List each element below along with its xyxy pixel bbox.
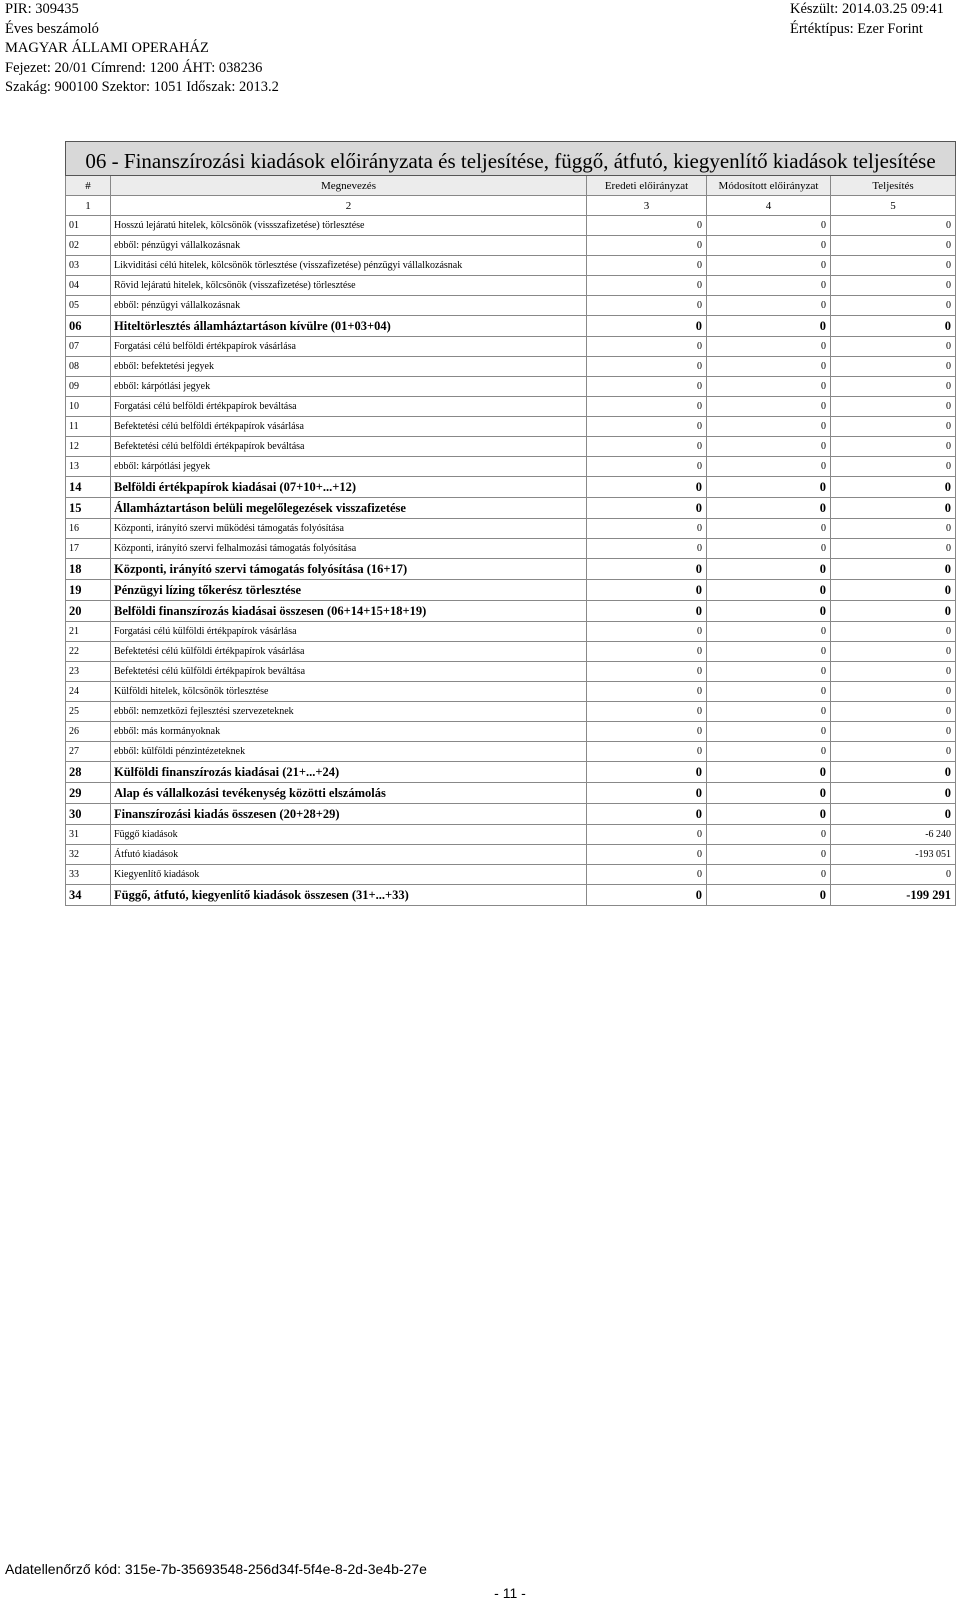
- col-header-modified: Módosított előirányzat: [707, 176, 831, 196]
- row-modified: 0: [707, 296, 831, 316]
- table-row: [66, 682, 956, 702]
- row-modified: 0: [707, 783, 831, 804]
- row-modified: 0: [707, 236, 831, 256]
- row-name: Forgatási célú külföldi értékpapírok vásárlása: [111, 622, 587, 642]
- row-modified: 0: [707, 337, 831, 357]
- pir-number: PIR: 309435: [5, 1, 79, 17]
- table-row: [66, 762, 956, 783]
- row-name: ebből: kárpótlási jegyek: [111, 457, 587, 477]
- row-id: 04: [66, 276, 111, 296]
- col-number-2: 2: [111, 196, 587, 216]
- row-performance: 0: [831, 622, 956, 642]
- value-type: Értéktípus: Ezer Forint: [790, 20, 923, 37]
- table-row: [66, 559, 956, 580]
- row-performance: 0: [831, 276, 956, 296]
- table-row: [66, 296, 956, 316]
- row-name: Forgatási célú belföldi értékpapírok beváltása: [111, 397, 587, 417]
- row-name: ebből: kárpótlási jegyek: [111, 377, 587, 397]
- row-id: 08: [66, 357, 111, 377]
- table-row: [66, 276, 956, 296]
- table-row: [66, 865, 956, 885]
- row-performance: 0: [831, 357, 956, 377]
- row-modified: 0: [707, 825, 831, 845]
- row-id: 18: [66, 559, 111, 580]
- row-original: 0: [587, 804, 707, 825]
- row-name: Forgatási célú belföldi értékpapírok vásárlása: [111, 337, 587, 357]
- row-name: Belföldi finanszírozás kiadásai összesen (06+14+15+18+19): [111, 601, 587, 622]
- row-performance: 0: [831, 559, 956, 580]
- row-id: 28: [66, 762, 111, 783]
- col-header-performance: Teljesítés: [831, 176, 956, 196]
- table-row: [66, 236, 956, 256]
- row-id: 17: [66, 539, 111, 559]
- table-row: [66, 580, 956, 601]
- row-modified: 0: [707, 397, 831, 417]
- row-id: 21: [66, 622, 111, 642]
- row-original: 0: [587, 825, 707, 845]
- row-id: 13: [66, 457, 111, 477]
- row-modified: 0: [707, 742, 831, 762]
- row-name: ebből: nemzetközi fejlesztési szervezeteknek: [111, 702, 587, 722]
- row-performance: 0: [831, 682, 956, 702]
- report-header-right: [790, 0, 944, 39]
- row-id: 11: [66, 417, 111, 437]
- col-number-5: 5: [831, 196, 956, 216]
- table-row: [66, 377, 956, 397]
- row-modified: 0: [707, 845, 831, 865]
- row-id: 15: [66, 498, 111, 519]
- row-id: 16: [66, 519, 111, 539]
- row-modified: 0: [707, 702, 831, 722]
- row-id: 25: [66, 702, 111, 722]
- row-original: 0: [587, 845, 707, 865]
- row-modified: 0: [707, 885, 831, 906]
- row-modified: 0: [707, 662, 831, 682]
- col-header-name: Megnevezés: [111, 176, 587, 196]
- row-id: 29: [66, 783, 111, 804]
- row-name: Központi, irányító szervi támogatás folyósítása (16+17): [111, 559, 587, 580]
- col-number-3: 3: [587, 196, 707, 216]
- row-modified: 0: [707, 622, 831, 642]
- table-row: [66, 742, 956, 762]
- row-original: 0: [587, 457, 707, 477]
- row-original: 0: [587, 682, 707, 702]
- row-name: Befektetési célú külföldi értékpapírok beváltása: [111, 662, 587, 682]
- row-original: 0: [587, 316, 707, 337]
- row-name: Külföldi hitelek, kölcsönök törlesztése: [111, 682, 587, 702]
- row-id: 32: [66, 845, 111, 865]
- row-modified: 0: [707, 580, 831, 601]
- row-original: 0: [587, 622, 707, 642]
- row-original: 0: [587, 662, 707, 682]
- table-row: [66, 825, 956, 845]
- row-performance: -193 051: [831, 845, 956, 865]
- row-performance: 0: [831, 662, 956, 682]
- row-performance: 0: [831, 642, 956, 662]
- created-timestamp: Készült: 2014.03.25 09:41: [790, 1, 944, 17]
- row-modified: 0: [707, 437, 831, 457]
- row-id: 06: [66, 316, 111, 337]
- row-original: 0: [587, 377, 707, 397]
- row-id: 19: [66, 580, 111, 601]
- row-modified: 0: [707, 804, 831, 825]
- row-performance: 0: [831, 457, 956, 477]
- table-row: [66, 804, 956, 825]
- table-title: 06 - Finanszírozási kiadások előirányzata és teljesítése, függő, átfutó, kiegyenlítő kiadások teljesítése: [66, 142, 956, 176]
- row-modified: 0: [707, 256, 831, 276]
- row-modified: 0: [707, 357, 831, 377]
- row-modified: 0: [707, 519, 831, 539]
- row-id: 24: [66, 682, 111, 702]
- row-original: 0: [587, 601, 707, 622]
- row-performance: 0: [831, 519, 956, 539]
- row-name: Befektetési célú külföldi értékpapírok vásárlása: [111, 642, 587, 662]
- row-performance: 0: [831, 256, 956, 276]
- table-row: [66, 662, 956, 682]
- row-performance: 0: [831, 337, 956, 357]
- row-id: 12: [66, 437, 111, 457]
- table-row: [66, 316, 956, 337]
- row-name: Rövid lejáratú hitelek, kölcsönök (visszafizetése) törlesztése: [111, 276, 587, 296]
- row-id: 23: [66, 662, 111, 682]
- row-name: Függő kiadások: [111, 825, 587, 845]
- row-name: Átfutó kiadások: [111, 845, 587, 865]
- row-modified: 0: [707, 498, 831, 519]
- table-row: [66, 357, 956, 377]
- row-id: 30: [66, 804, 111, 825]
- table-row: [66, 885, 956, 906]
- report-type: Éves beszámoló: [5, 20, 99, 37]
- row-name: Likviditási célú hitelek, kölcsönök törlesztése (visszafizetése) pénzügyi vállalkozásnak: [111, 256, 587, 276]
- row-modified: 0: [707, 539, 831, 559]
- row-name: Finanszírozási kiadás összesen (20+28+29): [111, 804, 587, 825]
- row-performance: 0: [831, 865, 956, 885]
- row-name: Függő, átfutó, kiegyenlítő kiadások összesen (31+...+33): [111, 885, 587, 906]
- row-original: 0: [587, 865, 707, 885]
- row-performance: 0: [831, 762, 956, 783]
- row-performance: 0: [831, 580, 956, 601]
- col-header-number: #: [66, 176, 111, 196]
- check-code: Adatellenőrző kód: 315e-7b-35693548-256d34f-5f4e-8-2d-3e4b-27e: [5, 1561, 427, 1577]
- table-row: [66, 519, 956, 539]
- row-original: 0: [587, 256, 707, 276]
- row-name: Központi, irányító szervi működési támogatás folyósítása: [111, 519, 587, 539]
- row-original: 0: [587, 642, 707, 662]
- table-row: [66, 622, 956, 642]
- row-original: 0: [587, 397, 707, 417]
- row-performance: 0: [831, 477, 956, 498]
- row-modified: 0: [707, 457, 831, 477]
- row-id: 01: [66, 216, 111, 236]
- col-header-original: Eredeti előirányzat: [587, 176, 707, 196]
- table-row: [66, 498, 956, 519]
- row-modified: 0: [707, 216, 831, 236]
- row-original: 0: [587, 236, 707, 256]
- row-id: 20: [66, 601, 111, 622]
- row-performance: 0: [831, 236, 956, 256]
- row-original: 0: [587, 337, 707, 357]
- row-id: 10: [66, 397, 111, 417]
- row-name: Befektetési célú belföldi értékpapírok beváltása: [111, 437, 587, 457]
- row-name: Pénzügyi lízing tőkerész törlesztése: [111, 580, 587, 601]
- financing-table-container: [65, 141, 955, 906]
- row-performance: 0: [831, 722, 956, 742]
- table-row: [66, 601, 956, 622]
- row-id: 03: [66, 256, 111, 276]
- report-header-left: [5, 0, 279, 98]
- column-header-row: [66, 176, 956, 196]
- row-modified: 0: [707, 682, 831, 702]
- chapter-info: Fejezet: 20/01 Címrend: 1200 ÁHT: 038236: [5, 59, 263, 76]
- row-original: 0: [587, 783, 707, 804]
- row-performance: 0: [831, 377, 956, 397]
- row-performance: -6 240: [831, 825, 956, 845]
- row-name: Belföldi értékpapírok kiadásai (07+10+...+12): [111, 477, 587, 498]
- row-name: ebből: más kormányoknak: [111, 722, 587, 742]
- financing-table: [65, 141, 956, 906]
- row-modified: 0: [707, 762, 831, 783]
- row-modified: 0: [707, 865, 831, 885]
- row-modified: 0: [707, 377, 831, 397]
- row-modified: 0: [707, 316, 831, 337]
- row-name: Hosszú lejáratú hitelek, kölcsönök (vissszafizetése) törlesztése: [111, 216, 587, 236]
- row-id: 33: [66, 865, 111, 885]
- row-modified: 0: [707, 722, 831, 742]
- row-name: Államháztartáson belüli megelőlegezések visszafizetése: [111, 498, 587, 519]
- row-id: 09: [66, 377, 111, 397]
- row-original: 0: [587, 276, 707, 296]
- row-modified: 0: [707, 601, 831, 622]
- row-name: Kiegyenlítő kiadások: [111, 865, 587, 885]
- sector-info: Szakág: 900100 Szektor: 1051 Időszak: 2013.2: [5, 79, 279, 95]
- institution-name: MAGYAR ÁLLAMI OPERAHÁZ: [5, 40, 209, 56]
- row-modified: 0: [707, 276, 831, 296]
- row-id: 05: [66, 296, 111, 316]
- table-row: [66, 845, 956, 865]
- row-id: 31: [66, 825, 111, 845]
- table-row: [66, 256, 956, 276]
- row-id: 02: [66, 236, 111, 256]
- row-performance: 0: [831, 498, 956, 519]
- row-name: ebből: pénzügyi vállalkozásnak: [111, 296, 587, 316]
- row-original: 0: [587, 742, 707, 762]
- row-original: 0: [587, 885, 707, 906]
- row-modified: 0: [707, 477, 831, 498]
- row-id: 34: [66, 885, 111, 906]
- row-performance: 0: [831, 702, 956, 722]
- row-performance: 0: [831, 397, 956, 417]
- page-number: - 11 -: [494, 1585, 526, 1601]
- row-original: 0: [587, 702, 707, 722]
- row-performance: 0: [831, 783, 956, 804]
- row-name: Alap és vállalkozási tevékenység közötti elszámolás: [111, 783, 587, 804]
- row-performance: 0: [831, 742, 956, 762]
- table-row: [66, 457, 956, 477]
- row-performance: 0: [831, 216, 956, 236]
- table-row: [66, 437, 956, 457]
- row-performance: 0: [831, 539, 956, 559]
- row-performance: 0: [831, 804, 956, 825]
- table-row: [66, 397, 956, 417]
- row-performance: 0: [831, 437, 956, 457]
- row-name: Hiteltörlesztés államháztartáson kívülre (01+03+04): [111, 316, 587, 337]
- table-row: [66, 417, 956, 437]
- row-id: 22: [66, 642, 111, 662]
- row-name: Külföldi finanszírozás kiadásai (21+...+24): [111, 762, 587, 783]
- column-number-row: [66, 196, 956, 216]
- row-name: Központi, irányító szervi felhalmozási támogatás folyósítása: [111, 539, 587, 559]
- col-number-4: 4: [707, 196, 831, 216]
- row-original: 0: [587, 580, 707, 601]
- row-modified: 0: [707, 642, 831, 662]
- row-performance: 0: [831, 296, 956, 316]
- row-id: 27: [66, 742, 111, 762]
- table-row: [66, 216, 956, 236]
- row-original: 0: [587, 417, 707, 437]
- table-row: [66, 337, 956, 357]
- row-original: 0: [587, 216, 707, 236]
- row-name: ebből: külföldi pénzintézeteknek: [111, 742, 587, 762]
- row-id: 07: [66, 337, 111, 357]
- row-performance: -199 291: [831, 885, 956, 906]
- row-id: 26: [66, 722, 111, 742]
- row-original: 0: [587, 519, 707, 539]
- row-original: 0: [587, 357, 707, 377]
- row-performance: 0: [831, 316, 956, 337]
- row-name: Befektetési célú belföldi értékpapírok vásárlása: [111, 417, 587, 437]
- row-original: 0: [587, 296, 707, 316]
- row-original: 0: [587, 539, 707, 559]
- col-number-1: 1: [66, 196, 111, 216]
- table-row: [66, 642, 956, 662]
- row-id: 14: [66, 477, 111, 498]
- table-row: [66, 722, 956, 742]
- row-modified: 0: [707, 559, 831, 580]
- row-name: ebből: pénzügyi vállalkozásnak: [111, 236, 587, 256]
- table-row: [66, 702, 956, 722]
- row-original: 0: [587, 477, 707, 498]
- row-original: 0: [587, 437, 707, 457]
- row-original: 0: [587, 762, 707, 783]
- table-row: [66, 539, 956, 559]
- table-row: [66, 477, 956, 498]
- row-original: 0: [587, 722, 707, 742]
- row-modified: 0: [707, 417, 831, 437]
- table-row: [66, 783, 956, 804]
- row-performance: 0: [831, 417, 956, 437]
- table-title-row: [66, 142, 956, 176]
- row-name: ebből: befektetési jegyek: [111, 357, 587, 377]
- row-performance: 0: [831, 601, 956, 622]
- row-original: 0: [587, 559, 707, 580]
- row-original: 0: [587, 498, 707, 519]
